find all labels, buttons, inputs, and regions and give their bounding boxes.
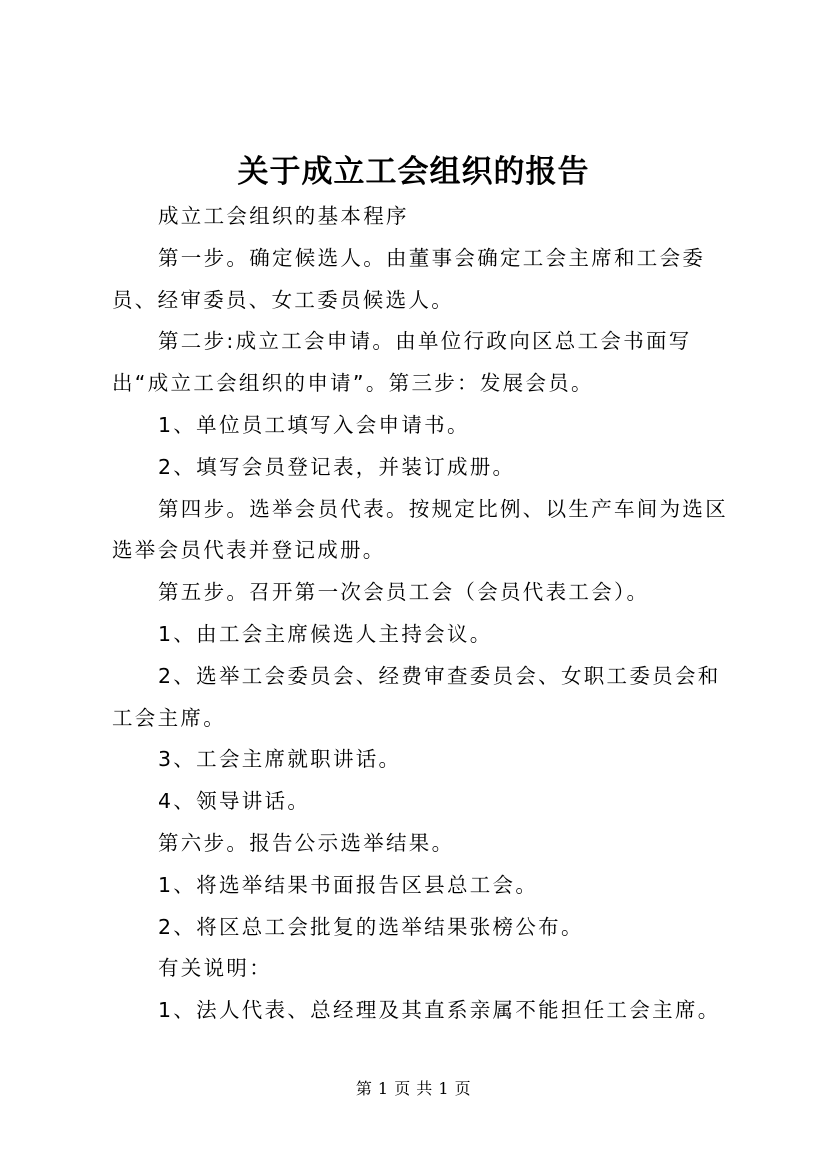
paragraph: 2、将区总工会批复的选举结果张榜公布。	[158, 914, 584, 939]
document-title: 关于成立工会组织的报告	[237, 154, 590, 190]
paragraph: 第一步。确定候选人。由董事会确定工会主席和工会委员、经审委员、女工委员候选人。	[112, 245, 706, 312]
paragraph: 第四步。选举会员代表。按规定比例、以生产车间为选区选举会员代表并登记成册。	[112, 496, 728, 563]
paragraph: 1、单位员工填写入会申请书。	[158, 412, 470, 437]
paragraph: 1、由工会主席候选人主持会议。	[158, 621, 493, 646]
paragraph: 第二步:成立工会申请。由单位行政向区总工会书面写出“成立工会组织的申请”。第三步：发展会员。	[112, 329, 692, 396]
paragraph: 4、领导讲话。	[158, 789, 311, 814]
paragraph: 有关说明：	[158, 956, 272, 981]
paragraph: 1、法人代表、总经理及其直系亲属不能担任工会主席。	[158, 998, 721, 1023]
paragraph: 2、选举工会委员会、经费审查委员会、女职工委员会和工会主席。	[112, 663, 721, 730]
paragraph: 1、将选举结果书面报告区县总工会。	[158, 872, 539, 897]
paragraph: 第六步。报告公示选举结果。	[158, 830, 455, 855]
paragraph: 2、填写会员登记表，并装订成册。	[158, 454, 516, 479]
paragraph: 第五步。召开第一次会员工会（会员代表工会）。	[158, 580, 650, 605]
paragraph: 3、工会主席就职讲话。	[158, 747, 402, 772]
document-body	[112, 196, 738, 1032]
paragraph: 成立工会组织的基本程序	[158, 204, 409, 228]
page-footer: 第 1 页 共 1 页	[355, 1079, 472, 1098]
